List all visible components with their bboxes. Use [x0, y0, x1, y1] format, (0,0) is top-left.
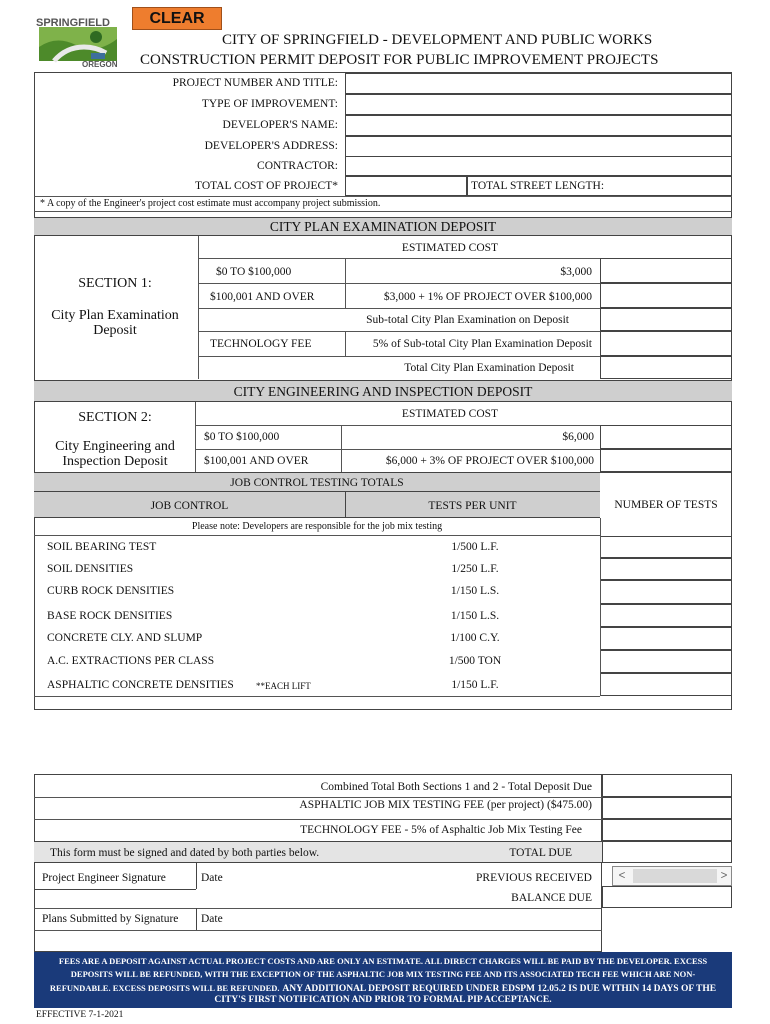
job-row-number-of-tests-input[interactable]	[600, 536, 732, 558]
job-row-tests-per-unit: 1/150 L.S.	[450, 610, 500, 622]
section2-subtitle-2: Inspection Deposit	[62, 454, 168, 469]
section1-estimated-cost: ESTIMATED COST	[401, 242, 499, 254]
job-row-name: SOIL DENSITIES	[47, 563, 134, 575]
balance-due-input[interactable]	[602, 886, 732, 908]
col-tests-per-unit: TESTS PER UNIT	[428, 500, 517, 512]
section1-subtitle-1: City Plan Examination	[51, 308, 179, 323]
section1-band-title: CITY PLAN EXAMINATION DEPOSIT	[269, 219, 497, 234]
job-row-name: SOIL BEARING TEST	[47, 541, 157, 553]
section1-tech-fee-input[interactable]	[600, 331, 732, 356]
job-row-number-of-tests-input[interactable]	[600, 558, 732, 580]
section1-row1-range: $0 TO $100,000	[216, 266, 292, 278]
job-row-name: ASPHALTIC CONCRETE DENSITIES	[47, 679, 234, 691]
job-row-suffix: **EACH LIFT	[256, 681, 311, 691]
total-cost-field[interactable]	[345, 176, 467, 196]
job-control-note: Please note: Developers are responsible for the job mix testing	[191, 521, 443, 532]
project-number-field[interactable]	[345, 73, 732, 94]
job-row-tests-per-unit: 1/150 L.F.	[451, 679, 499, 691]
scroll-track	[633, 869, 717, 883]
header-line-2: CONSTRUCTION PERMIT DEPOSIT FOR PUBLIC IMPROVEMENT PROJECTS	[140, 52, 659, 68]
total-due-input[interactable]	[602, 841, 732, 863]
section1-title: SECTION 1:	[78, 276, 152, 291]
section1-total-label: Total City Plan Examination Deposit	[404, 362, 574, 374]
section2-subtitle-1: City Engineering and	[55, 439, 175, 454]
springfield-logo	[36, 17, 120, 73]
scroll-right-arrow[interactable]: >	[720, 870, 728, 882]
type-of-improvement-field[interactable]	[345, 94, 732, 115]
date1-field[interactable]	[230, 864, 430, 888]
label-contractor: CONTRACTOR:	[257, 160, 338, 172]
section1-total-input[interactable]	[600, 356, 732, 379]
section1-subtitle-2: Deposit	[93, 323, 137, 338]
section1-tech-fee-label: TECHNOLOGY FEE	[210, 338, 312, 350]
label-total-cost: TOTAL COST OF PROJECT*	[195, 180, 338, 192]
date2-label: Date	[201, 913, 223, 925]
job-row-number-of-tests-input[interactable]	[600, 604, 732, 627]
job-row-number-of-tests-input[interactable]	[600, 627, 732, 650]
section2-row2-range: $100,001 AND OVER	[204, 455, 309, 467]
col-job-control: JOB CONTROL	[150, 500, 229, 512]
section1-row1-fee: $3,000	[560, 266, 592, 278]
notice-line-3a: REFUNDABLE. EXCESS DEPOSITS WILL BE REFUNDED.	[49, 983, 280, 993]
col-number-of-tests: NUMBER OF TESTS	[614, 499, 718, 511]
section2-title: SECTION 2:	[78, 410, 152, 425]
header-line-1: CITY OF SPRINGFIELD - DEVELOPMENT AND PUBLIC WORKS	[222, 32, 653, 48]
developer-address-field[interactable]	[345, 136, 732, 157]
section2-row1-range: $0 TO $100,000	[204, 431, 280, 443]
plans-signature-field[interactable]	[35, 909, 195, 929]
total-due-label: TOTAL DUE	[509, 847, 572, 859]
combined-total-input[interactable]	[602, 774, 732, 797]
job-row-tests-per-unit: 1/150 L.S.	[450, 585, 500, 597]
previous-received-scroller[interactable]	[612, 866, 732, 886]
job-row-tests-per-unit: 1/500 L.F.	[451, 541, 499, 553]
contractor-field[interactable]	[345, 156, 732, 176]
footnote: * A copy of the Engineer's project cost estimate must accompany project submission.	[40, 198, 381, 209]
date2-field[interactable]	[230, 909, 600, 929]
job-row-name: CURB ROCK DENSITIES	[47, 585, 175, 597]
section1-row2-fee: $3,000 + 1% OF PROJECT OVER $100,000	[383, 291, 592, 303]
effective-date: EFFECTIVE 7-1-2021	[36, 1010, 124, 1020]
previous-received-label: PREVIOUS RECEIVED	[476, 872, 592, 884]
label-project-number: PROJECT NUMBER AND TITLE:	[172, 77, 338, 89]
job-row-tests-per-unit: 1/250 L.F.	[451, 563, 499, 575]
asphaltic-fee-label: ASPHALTIC JOB MIX TESTING FEE (per project) ($475.00)	[299, 799, 592, 811]
notice-banner	[34, 952, 732, 1008]
job-row-name: CONCRETE CLY. AND SLUMP	[47, 632, 203, 644]
section2-row1-input[interactable]	[600, 425, 732, 449]
tech-fee-input[interactable]	[602, 819, 732, 841]
section2-estimated-cost: ESTIMATED COST	[401, 408, 499, 420]
clear-button[interactable]: CLEAR	[132, 7, 222, 30]
job-row-tests-per-unit: 1/500 TON	[448, 655, 502, 667]
developer-name-field[interactable]	[345, 115, 732, 136]
notice-line-1: FEES ARE A DEPOSIT AGAINST ACTUAL PROJECT COSTS AND ARE ONLY AN ESTIMATE. ALL DIRECT CHARGES WILL BE PAID BY THE DEVELOPER. EXCESS	[58, 956, 708, 966]
section2-row1-fee: $6,000	[562, 431, 594, 443]
job-row-number-of-tests-input[interactable]	[600, 650, 732, 673]
job-row-number-of-tests-input[interactable]	[600, 580, 732, 604]
balance-due-label: BALANCE DUE	[511, 892, 592, 904]
job-row-number-of-tests-input[interactable]	[600, 673, 732, 696]
notice-line-3b: ANY ADDITIONAL DEPOSIT REQUIRED UNDER EDSPM 12.05.2 IS DUE WITHIN 14 DAYS OF THE	[282, 984, 717, 994]
job-row-name: A.C. EXTRACTIONS PER CLASS	[47, 655, 215, 667]
label-developer-address: DEVELOPER'S ADDRESS:	[204, 140, 338, 152]
section2-row2-fee: $6,000 + 3% OF PROJECT OVER $100,000	[385, 455, 594, 467]
job-row-tests-per-unit: 1/100 C.Y.	[450, 632, 500, 644]
section1-subtotal-label: Sub-total City Plan Examination on Deposit	[366, 314, 569, 326]
scroll-left-arrow[interactable]: <	[618, 870, 626, 882]
logo-top-text: SPRINGFIELD	[36, 17, 110, 29]
label-developer-name: DEVELOPER'S NAME:	[222, 119, 338, 131]
date1-label: Date	[201, 872, 223, 884]
section1-row1-input[interactable]	[600, 258, 732, 283]
plans-signature-label: Plans Submitted by Signature	[42, 913, 179, 925]
section2-row2-input[interactable]	[600, 449, 732, 472]
engineer-signature-field[interactable]	[35, 864, 195, 888]
label-type-of-improvement: TYPE OF IMPROVEMENT:	[201, 98, 338, 110]
section1-row2-input[interactable]	[600, 283, 732, 308]
section1-row2-range: $100,001 AND OVER	[210, 291, 315, 303]
label-total-street-length: TOTAL STREET LENGTH:	[471, 180, 605, 192]
job-control-band-title: JOB CONTROL TESTING TOTALS	[230, 477, 404, 489]
combined-total-label: Combined Total Both Sections 1 and 2 - Total Deposit Due	[320, 781, 592, 793]
section1-subtotal-input[interactable]	[600, 308, 732, 331]
job-row-name: BASE ROCK DENSITIES	[47, 610, 173, 622]
notice-line-4: CITY'S FIRST NOTIFICATION AND PRIOR TO FORMAL PIP ACCEPTANCE.	[214, 995, 552, 1005]
notice-line-2: DEPOSITS WILL BE REFUNDED, WITH THE EXCEPTION OF THE ASPHALTIC JOB MIX TESTING FEE AND ITS ASSOCIATED TECH FEE WHICH ARE NON-	[70, 969, 696, 979]
section1-tech-fee-desc: 5% of Sub-total City Plan Examination Deposit	[372, 338, 592, 350]
section2-band-title: CITY ENGINEERING AND INSPECTION DEPOSIT	[233, 384, 533, 399]
asphaltic-fee-input[interactable]	[602, 797, 732, 819]
sign-note: This form must be signed and dated by both parties below.	[50, 847, 320, 859]
engineer-signature-label: Project Engineer Signature	[42, 872, 166, 884]
tech-fee-label: TECHNOLOGY FEE - 5% of Asphaltic Job Mix Testing Fee	[300, 824, 582, 836]
logo-bottom-text: OREGON	[82, 60, 118, 69]
